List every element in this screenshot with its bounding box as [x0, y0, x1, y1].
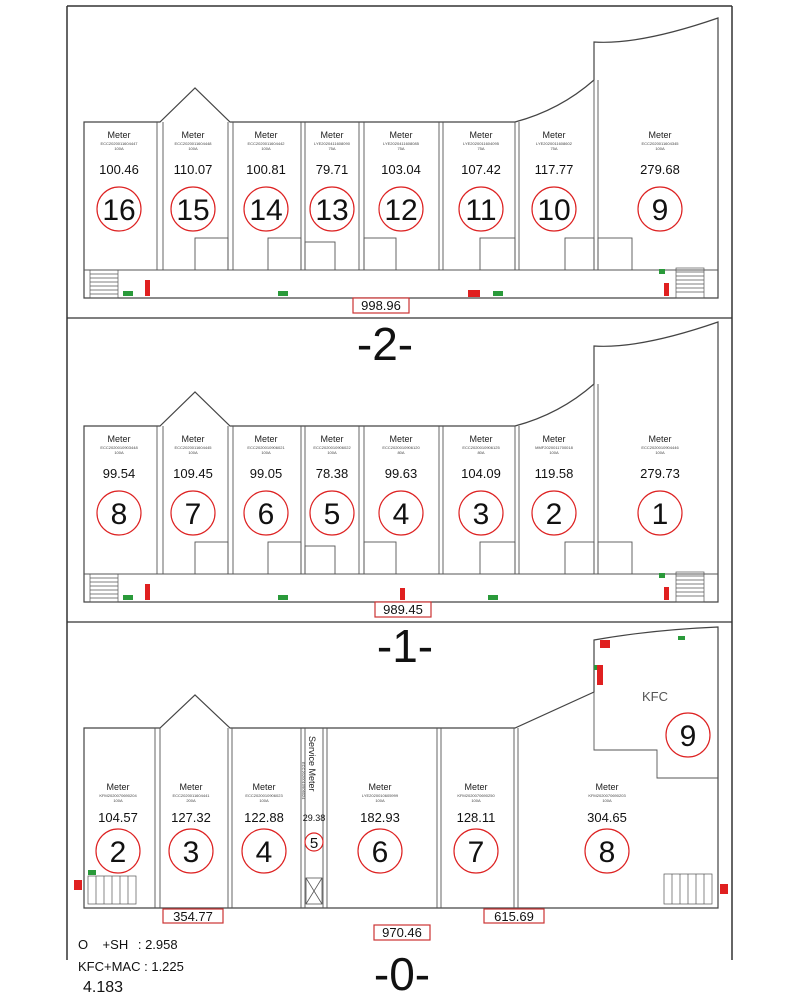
fire-extinguisher-icon	[720, 884, 728, 894]
unit-number: 12	[384, 194, 418, 227]
unit-number: 10	[537, 194, 571, 227]
unit-6	[358, 782, 402, 873]
unit-13	[310, 130, 354, 231]
meter-rating: 75A	[550, 146, 558, 151]
stairs-icon	[664, 874, 712, 904]
unit-number: 9	[651, 194, 669, 227]
stairs-icon	[88, 876, 136, 904]
meter-rating: 100A	[261, 146, 271, 151]
svg-text:ECC2020010906024: ECC2020010906024	[301, 762, 306, 800]
floor-total-value: 998.96	[361, 298, 401, 313]
unit-4	[242, 782, 286, 873]
unit-number: 11	[465, 194, 497, 227]
meter-code: LYE2020011608602	[536, 141, 572, 146]
meter-label: Meter	[320, 130, 344, 140]
note-value: : 1.225	[144, 959, 184, 974]
meter-rating: 100A	[375, 798, 385, 803]
floor-label: -1-	[376, 620, 434, 672]
unit-number: 16	[102, 194, 136, 227]
unit-number: 3	[472, 498, 490, 531]
meter-rating: 100A	[259, 798, 269, 803]
unit-number: 5	[323, 498, 341, 531]
unit-number: 2	[545, 498, 563, 531]
kfc-label: KFC	[642, 689, 668, 704]
unit-3	[459, 434, 503, 535]
meter-label: Meter	[179, 782, 203, 792]
fire-extinguisher-icon	[597, 665, 603, 685]
unit-area: 279.68	[640, 162, 680, 177]
unit-number: 8	[110, 498, 128, 531]
unit-number: 7	[184, 498, 202, 531]
unit-5	[303, 813, 326, 852]
meter-code: LYE2020010605999	[361, 793, 399, 798]
meter-code: ECC2020011604445	[174, 445, 212, 450]
sub-total	[163, 909, 223, 924]
meter-label: Meter	[542, 130, 566, 140]
note-row	[78, 937, 178, 952]
stairs-icon	[90, 270, 118, 298]
sub-total-value: 615.69	[494, 909, 534, 924]
meter-label: Meter	[252, 782, 276, 792]
exit-sign-icon	[123, 595, 133, 600]
note-total: 4.183	[83, 979, 124, 996]
unit-area: 304.65	[587, 810, 627, 825]
meter-rating: 100A	[188, 450, 198, 455]
meter-label: Meter	[389, 130, 413, 140]
unit-2	[532, 434, 576, 535]
meter-rating: 100A	[327, 450, 337, 455]
meter-rating: 75A	[328, 146, 336, 151]
unit-7	[454, 782, 498, 873]
unit-3	[169, 782, 213, 873]
lift-shaft-icon	[306, 878, 322, 904]
floor-plan-minus-2	[84, 18, 718, 298]
unit-16	[97, 130, 141, 231]
unit-area: 29.38	[302, 813, 326, 823]
unit-area: 78.38	[315, 466, 349, 481]
kfc-wall	[594, 692, 718, 778]
meter-code: MMF2020011700018	[535, 445, 573, 450]
meter-label: Meter	[106, 782, 130, 792]
exit-sign-icon	[123, 291, 133, 296]
unit-number: 4	[255, 836, 273, 869]
floor-outline	[84, 18, 718, 298]
meter-rating: 100A	[655, 450, 665, 455]
unit-5	[310, 434, 354, 535]
meter-code: KFM2020070690203	[588, 793, 626, 798]
exit-sign-icon	[659, 269, 665, 274]
meter-rating: 100A	[549, 450, 559, 455]
unit-12	[379, 130, 423, 231]
unit-number: 8	[598, 836, 616, 869]
service-meter-label	[301, 736, 317, 800]
meter-label: Meter	[107, 434, 131, 444]
meter-rating: 75A	[397, 146, 405, 151]
fire-extinguisher-icon	[145, 280, 150, 296]
unit-area: 99.54	[102, 466, 136, 481]
unit-number: 7	[467, 836, 485, 869]
unit-area: 182.93	[360, 810, 400, 825]
unit-4	[379, 434, 423, 535]
meter-rating: 100A	[261, 450, 271, 455]
sub-total	[484, 909, 544, 924]
meter-code: ECC2020011604441	[172, 793, 210, 798]
sub-total-value: 354.77	[173, 909, 213, 924]
meter-label: Meter	[469, 130, 493, 140]
meter-code: KFM2020070690204	[99, 793, 137, 798]
meter-rating: 100A	[114, 450, 124, 455]
floor-label: -2-	[356, 318, 414, 370]
meter-label: Meter	[464, 782, 488, 792]
meter-code: ECC2020010906023	[245, 793, 283, 798]
stairs-icon	[90, 574, 118, 602]
unit-number: 14	[249, 194, 283, 227]
exit-sign-icon	[278, 595, 288, 600]
unit-area: 100.81	[246, 162, 286, 177]
unit-15	[171, 130, 215, 231]
meter-rating: 80A	[477, 450, 485, 455]
unit-area: 122.88	[244, 810, 284, 825]
unit-number: 1	[651, 498, 669, 531]
note-value: : 2.958	[137, 937, 178, 952]
unit-area: 110.07	[173, 162, 213, 177]
stairs-icon	[676, 572, 704, 602]
unit-2	[96, 782, 140, 873]
meter-code: ECC2020011604447	[100, 141, 138, 146]
fire-extinguisher-icon	[664, 587, 669, 600]
unit-area: 119.58	[534, 466, 574, 481]
meter-label: Meter	[368, 782, 392, 792]
unit-11	[459, 130, 503, 231]
unit-10	[532, 130, 576, 231]
unit-14	[244, 130, 288, 231]
meter-rating: 100A	[113, 798, 123, 803]
unit-area: 103.04	[381, 162, 421, 177]
exit-sign-icon	[659, 573, 665, 578]
meter-label: Meter	[469, 434, 493, 444]
floor-total	[353, 298, 409, 313]
meter-code: LYE2020011604095	[463, 141, 499, 146]
stairs-icon	[676, 268, 704, 298]
kfc-unit-number: 9	[679, 720, 697, 753]
unit-area: 109.45	[173, 466, 213, 481]
unit-number: 3	[182, 836, 200, 869]
meter-label: Meter	[181, 434, 205, 444]
meter-code: ECC2020010906022	[313, 445, 351, 450]
unit-number: 2	[109, 836, 127, 869]
meter-label: Meter	[648, 130, 672, 140]
floor-total	[374, 925, 430, 940]
unit-area: 104.09	[461, 466, 501, 481]
exit-sign-icon	[678, 636, 685, 640]
exit-sign-icon	[88, 870, 96, 875]
meter-code: ECC2020011604345	[641, 141, 679, 146]
meter-rating: 200A	[186, 798, 196, 803]
meter-code: ECC2020010906120	[382, 445, 420, 450]
meter-code: LYE2020411608090	[314, 141, 350, 146]
unit-area: 100.46	[99, 162, 139, 177]
unit-area: 128.11	[456, 810, 496, 825]
unit-8	[585, 782, 629, 873]
meter-code: KFM2020070690250	[457, 793, 495, 798]
unit-9	[638, 130, 682, 231]
meter-rating: 100A	[188, 146, 198, 151]
meter-code: ECC2020010903448	[100, 445, 138, 450]
unit-1	[638, 434, 682, 535]
unit-area: 104.57	[98, 810, 138, 825]
meter-rating: 100A	[655, 146, 665, 151]
unit-number: 5	[309, 835, 319, 852]
fire-extinguisher-icon	[400, 588, 405, 600]
meter-label: Meter	[107, 130, 131, 140]
meter-rating: 100A	[602, 798, 612, 803]
unit-area: 279.73	[640, 466, 680, 481]
unit-number: 4	[392, 498, 410, 531]
meter-code: LYE2020411608085	[383, 141, 419, 146]
note-row	[78, 959, 184, 974]
exit-sign-icon	[493, 291, 503, 296]
meter-label: Meter	[542, 434, 566, 444]
unit-area: 107.42	[461, 162, 501, 177]
unit-area: 117.77	[534, 162, 574, 177]
meter-label: Meter	[320, 434, 344, 444]
fire-extinguisher-icon	[468, 290, 480, 297]
fire-extinguisher-icon	[600, 640, 610, 648]
note-label: O +SH	[78, 937, 129, 952]
floor-total	[375, 602, 431, 617]
fire-extinguisher-icon	[74, 880, 82, 890]
meter-label: Meter	[648, 434, 672, 444]
unit-number: 15	[176, 194, 210, 227]
meter-rating: 100A	[471, 798, 481, 803]
unit-6	[244, 434, 288, 535]
unit-8	[97, 434, 141, 535]
meter-code: ECC2020011604442	[247, 141, 285, 146]
meter-label: Meter	[181, 130, 205, 140]
exit-sign-icon	[488, 595, 498, 600]
svg-text:Service Meter: Service Meter	[307, 736, 317, 792]
unit-area: 99.05	[249, 466, 283, 481]
meter-code: ECC2020010904446	[641, 445, 679, 450]
unit-number: 6	[371, 836, 389, 869]
meter-code: ECC2020011604448	[174, 141, 212, 146]
unit-area: 99.63	[384, 466, 418, 481]
meter-label: Meter	[254, 130, 278, 140]
floor-total-value: 989.45	[383, 602, 423, 617]
exit-sign-icon	[278, 291, 288, 296]
meter-rating: 80A	[397, 450, 405, 455]
fire-extinguisher-icon	[145, 584, 150, 600]
unit-area: 127.32	[171, 810, 211, 825]
meter-code: ECC2020010906021	[247, 445, 285, 450]
fire-extinguisher-icon	[664, 283, 669, 296]
unit-7	[171, 434, 215, 535]
note-label: KFC+MAC	[78, 959, 141, 974]
meter-label: Meter	[254, 434, 278, 444]
meter-rating: 75A	[477, 146, 485, 151]
meter-label: Meter	[389, 434, 413, 444]
unit-number: 13	[315, 194, 349, 227]
floor-total-value: 970.46	[382, 925, 422, 940]
meter-rating: 100A	[114, 146, 124, 151]
unit-area: 79.71	[315, 162, 349, 177]
meter-label: Meter	[595, 782, 619, 792]
meter-code: ECC2020010906125	[462, 445, 500, 450]
floor-label: -0-	[373, 948, 431, 997]
unit-number: 6	[257, 498, 275, 531]
